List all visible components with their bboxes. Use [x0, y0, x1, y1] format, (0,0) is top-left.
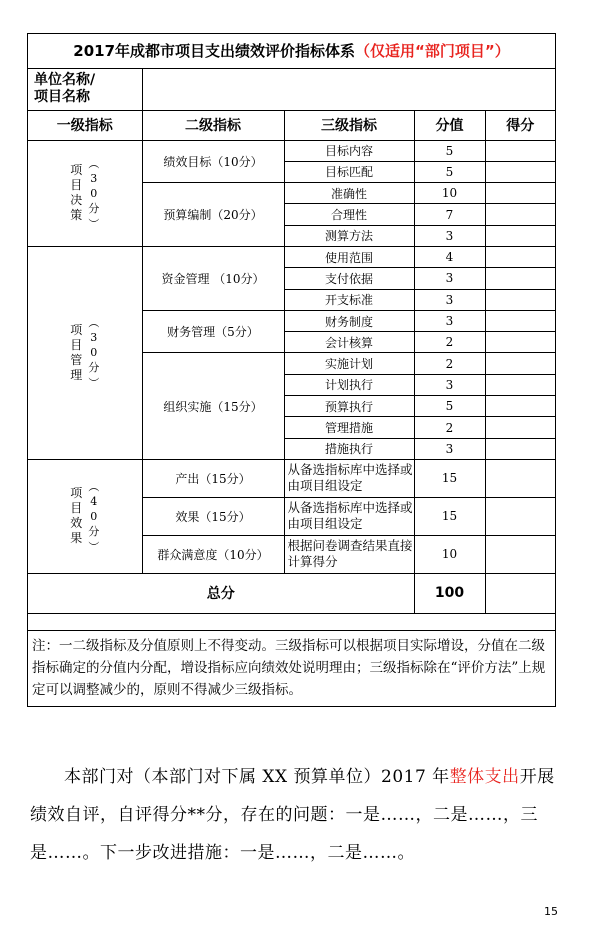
level3-cell: 措施执行: [284, 438, 414, 459]
level1-char: 效: [70, 516, 83, 531]
level1-score-char: 3: [90, 171, 98, 185]
score-cell: 3: [414, 289, 485, 310]
score-cell: 5: [414, 140, 485, 161]
level2-cell: 绩效目标（10分）: [142, 140, 284, 183]
table-row: [28, 140, 555, 161]
unit-label-line1: 单位名称/: [34, 72, 96, 88]
score-cell: 3: [414, 374, 485, 395]
earned-cell[interactable]: [485, 459, 555, 497]
earned-cell[interactable]: [485, 438, 555, 459]
level1-char: 项: [70, 163, 83, 178]
score-cell: 2: [414, 353, 485, 374]
score-cell: 3: [414, 438, 485, 459]
level1-score-char: （: [87, 480, 101, 492]
title-highlight: （仅适用“部门项目”）: [355, 42, 510, 61]
earned-cell[interactable]: [485, 310, 555, 331]
score-cell: 15: [414, 459, 485, 497]
total-earned[interactable]: [485, 573, 555, 613]
level2-cell: 群众满意度（10分）: [142, 535, 284, 573]
earned-cell[interactable]: [485, 374, 555, 395]
score-cell: 10: [414, 535, 485, 573]
earned-cell[interactable]: [485, 246, 555, 267]
level1-score-char: （: [87, 317, 101, 329]
earned-cell[interactable]: [485, 353, 555, 374]
score-cell: 3: [414, 225, 485, 246]
level1-char: 管: [70, 352, 83, 367]
level1-char: 目: [70, 501, 83, 516]
level3-cell: 根据问卷调查结果直接计算得分: [284, 535, 414, 573]
level2-cell: 效果（15分）: [142, 497, 284, 535]
table-note: 注：一二级指标及分值原则上不得变动。三级指标可以根据项目实际增设，分值在二级指标确定的分值内分配，增设指标应向绩效处说明理由；三级指标除在“评价方法”上规定可以调整减少的，原则不得减少三级指标。: [28, 630, 555, 701]
earned-cell[interactable]: [485, 497, 555, 535]
level3-cell: 准确性: [284, 183, 414, 204]
level1-score-char: 分: [88, 201, 100, 215]
earned-cell[interactable]: [485, 417, 555, 438]
level1-score-char: 3: [90, 331, 98, 345]
earned-cell[interactable]: [485, 161, 555, 182]
header-score: 分值: [414, 110, 485, 140]
level2-cell: 预算编制（20分）: [142, 183, 284, 247]
level2-cell: 产出（15分）: [142, 459, 284, 497]
level3-cell: 从备选指标库中选择或由项目组设定: [284, 459, 414, 497]
level1-char: 果: [70, 531, 83, 546]
level3-cell: 目标匹配: [284, 161, 414, 182]
level1-char: 理: [70, 367, 83, 382]
score-cell: 2: [414, 332, 485, 353]
level3-cell: 实施计划: [284, 353, 414, 374]
level3-cell: 财务制度: [284, 310, 414, 331]
level1-score-char: ）: [87, 540, 101, 552]
level1-char: 决: [70, 193, 83, 208]
score-cell: 5: [414, 396, 485, 417]
earned-cell[interactable]: [485, 140, 555, 161]
level1-score-char: ）: [87, 217, 101, 229]
level1-score-char: 0: [90, 186, 98, 200]
earned-cell[interactable]: [485, 332, 555, 353]
score-cell: 2: [414, 417, 485, 438]
self-evaluation-paragraph: [30, 758, 560, 872]
header-level3: 三级指标: [284, 110, 414, 140]
score-cell: 7: [414, 204, 485, 225]
earned-cell[interactable]: [485, 396, 555, 417]
level1-cell: [28, 459, 142, 573]
paragraph-part1: 本部门对（本部门对下属 XX 预算单位）2017 年: [64, 767, 450, 787]
earned-cell[interactable]: [485, 225, 555, 246]
unit-name-label: [28, 68, 142, 110]
title-main: 2017年成都市项目支出绩效评价指标体系: [73, 42, 356, 61]
index-table: [28, 34, 555, 614]
level1-char: 项: [70, 322, 83, 337]
table-title: [28, 34, 555, 68]
score-cell: 15: [414, 497, 485, 535]
earned-cell[interactable]: [485, 535, 555, 573]
earned-cell[interactable]: [485, 183, 555, 204]
level3-cell: 支付依据: [284, 268, 414, 289]
paragraph-highlight: 整体支出: [449, 767, 520, 787]
level1-score-char: 4: [90, 494, 98, 508]
header-level1: 一级指标: [28, 110, 142, 140]
level1-cell: [28, 140, 142, 246]
level1-char: 目: [70, 337, 83, 352]
total-score: 100: [414, 573, 485, 613]
level1-char: 目: [70, 178, 83, 193]
level1-cell: [28, 246, 142, 459]
level3-cell: 开支标准: [284, 289, 414, 310]
level3-cell: 预算执行: [284, 396, 414, 417]
table-row: [28, 246, 555, 267]
level2-cell: 财务管理（5分）: [142, 310, 284, 353]
level1-char: 项: [70, 486, 83, 501]
level1-score-char: 分: [88, 524, 100, 538]
total-label: 总分: [28, 573, 414, 613]
evaluation-index-sheet: [27, 33, 556, 707]
level1-score-char: ）: [87, 377, 101, 389]
table-row: [28, 459, 555, 497]
level3-cell: 管理措施: [284, 417, 414, 438]
level3-cell: 计划执行: [284, 374, 414, 395]
score-cell: 3: [414, 310, 485, 331]
level3-cell: 合理性: [284, 204, 414, 225]
header-earned: 得分: [485, 110, 555, 140]
score-cell: 3: [414, 268, 485, 289]
level3-cell: 从备选指标库中选择或由项目组设定: [284, 497, 414, 535]
page-number: 15: [544, 905, 558, 918]
level3-cell: 目标内容: [284, 140, 414, 161]
header-level2: 二级指标: [142, 110, 284, 140]
level2-cell: 资金管理 （10分）: [142, 246, 284, 310]
earned-cell[interactable]: [485, 204, 555, 225]
level1-score-char: 分: [88, 361, 100, 375]
earned-cell[interactable]: [485, 268, 555, 289]
level3-cell: 会计核算: [284, 332, 414, 353]
level2-cell: 组织实施（15分）: [142, 353, 284, 459]
score-cell: 5: [414, 161, 485, 182]
unit-name-value[interactable]: [142, 68, 555, 110]
level1-score-char: 0: [90, 509, 98, 523]
earned-cell[interactable]: [485, 289, 555, 310]
score-cell: 4: [414, 246, 485, 267]
paragraph-part2: 开展绩效自评，自评得分**分，存在的问题：一是……，二是……，三是……。下一步改进措施：一是……，二是……。: [30, 767, 555, 863]
level3-cell: 使用范围: [284, 246, 414, 267]
score-cell: 10: [414, 183, 485, 204]
level1-score-char: 0: [90, 346, 98, 360]
level1-char: 策: [70, 208, 83, 223]
unit-label-line2: 项目名称: [34, 89, 90, 105]
level1-score-char: （: [87, 157, 101, 169]
level3-cell: 测算方法: [284, 225, 414, 246]
